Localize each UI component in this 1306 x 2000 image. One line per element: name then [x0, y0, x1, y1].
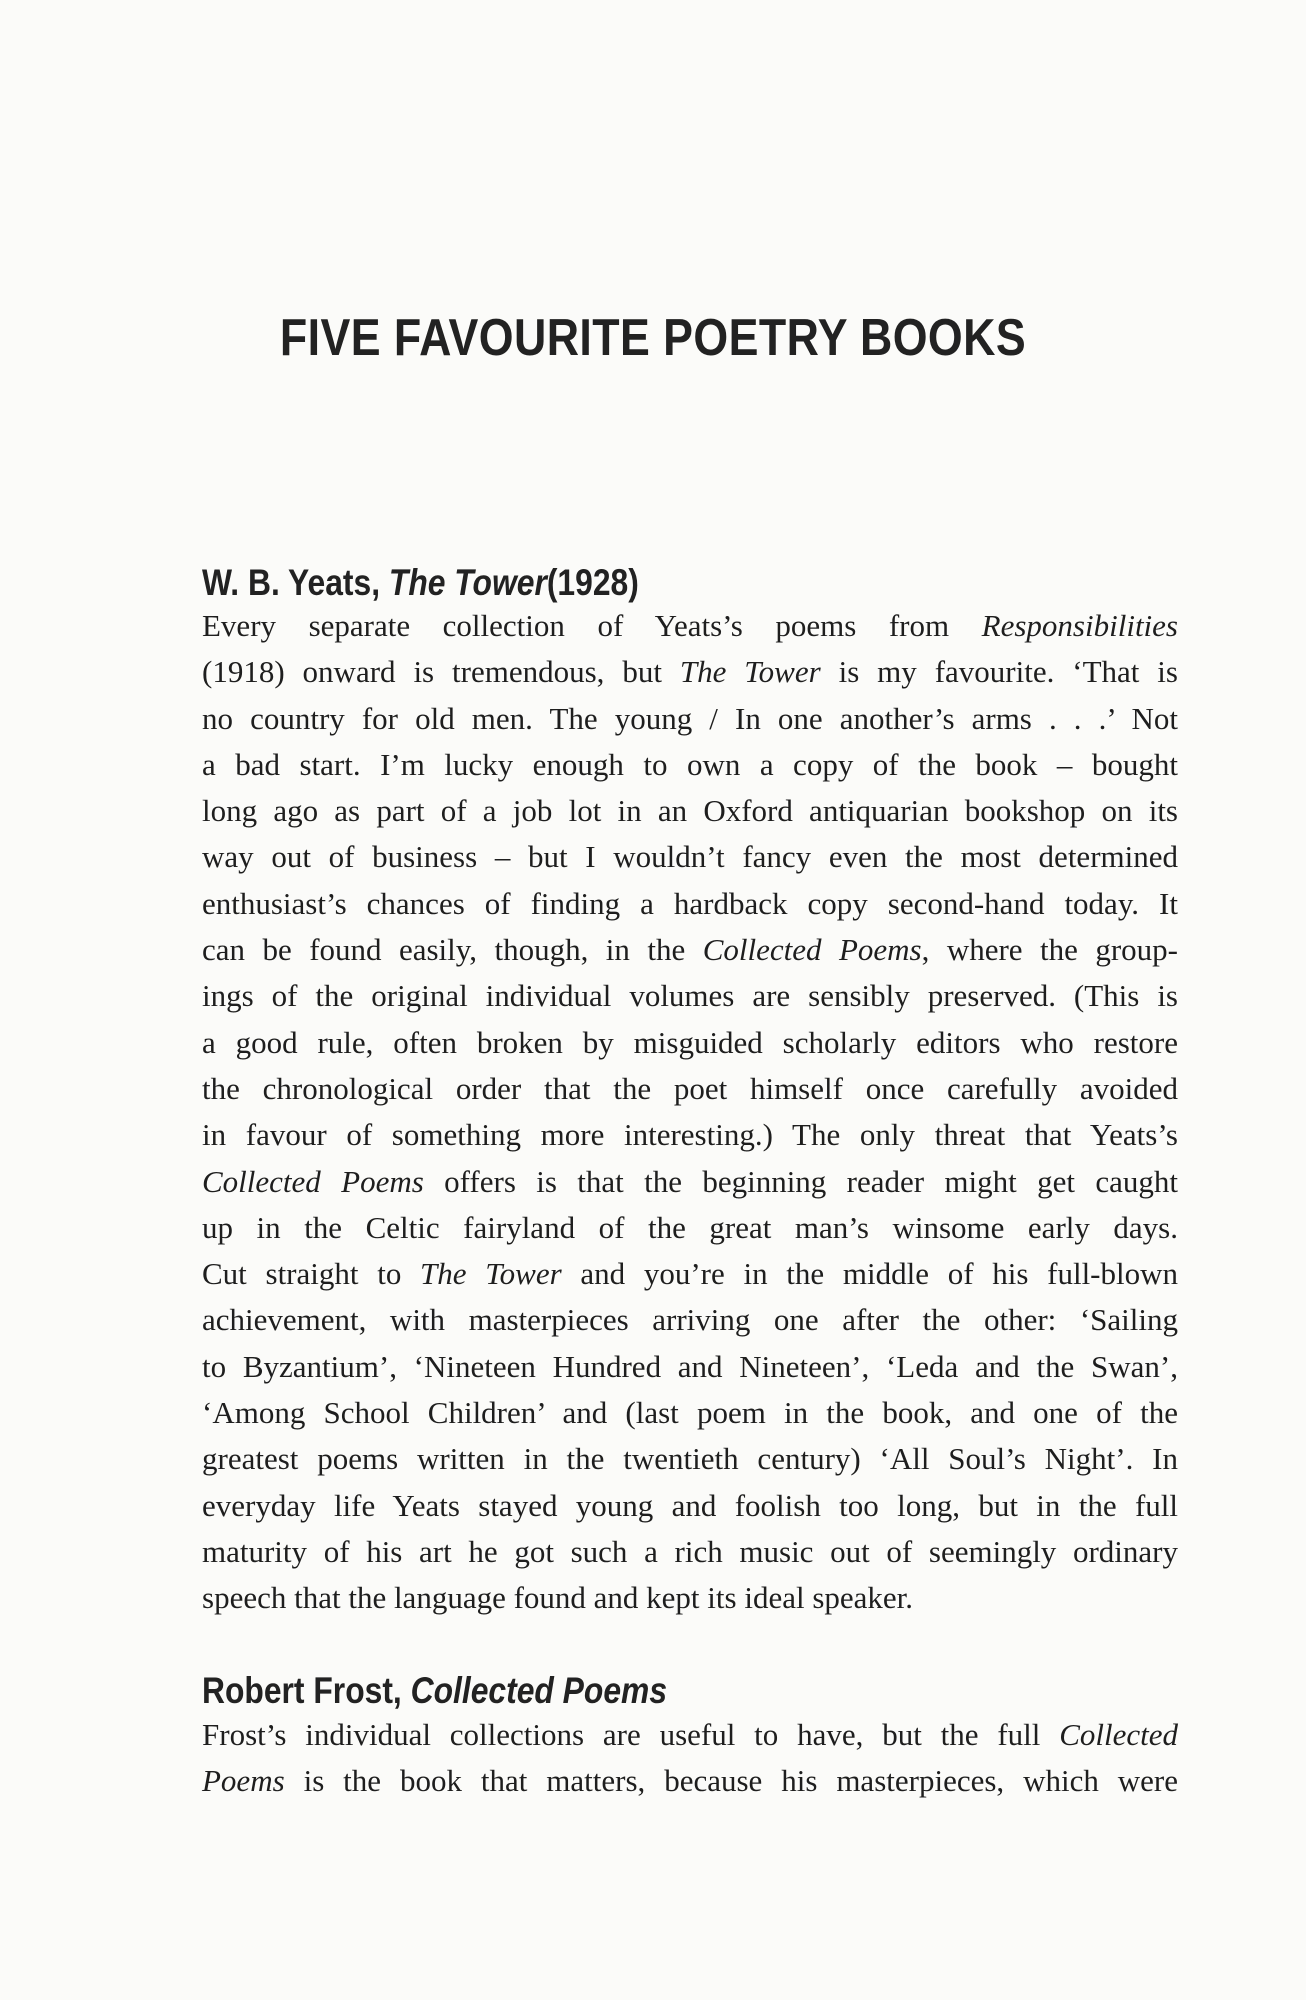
- italic-title: Collected: [1059, 1717, 1178, 1752]
- italic-title: The Tower: [420, 1256, 562, 1292]
- text-line: Cut straight to The Tower and you’re in the middle of his full-blown: [202, 1256, 1179, 1292]
- text-line: way out of business – but I wouldn’t fancy even the most determined: [202, 839, 1178, 875]
- text-line: Every separate collection of Yeats’s poems from Responsibilities: [202, 608, 1178, 643]
- text-line: ‘Among School Children’ and (last poem in the book, and one of the: [202, 1395, 1178, 1431]
- entry-heading-frost: [202, 1670, 667, 1712]
- text-line: can be found easily, though, in the Collected Poems, where the group-: [202, 932, 1178, 968]
- text-line: a good rule, often broken by misguided scholarly editors who restore: [202, 1024, 1178, 1060]
- entry-body-yeats: [202, 603, 1178, 1622]
- text-line: maturity of his art he got such a rich music out of seemingly ordinary: [202, 1533, 1178, 1569]
- text-line: (1918) onward is tremendous, but The Tower is my favourite. ‘That is: [202, 654, 1178, 690]
- text-line: up in the Celtic fairyland of the great man’s winsome early days.: [202, 1209, 1178, 1245]
- entry-body-frost: [202, 1712, 1178, 1805]
- text-line: greatest poems written in the twentieth century) ‘All Soul’s Night’. In: [202, 1441, 1178, 1477]
- text-line: achievement, with masterpieces arriving one after the other: ‘Sailing: [202, 1302, 1178, 1338]
- text-line: Frost’s individual collections are useful to have, but the full Collected: [202, 1717, 1178, 1752]
- entry-heading-yeats: [202, 562, 639, 604]
- italic-title: Responsibilities: [981, 608, 1178, 643]
- italic-title: Poems: [202, 1763, 285, 1799]
- italic-title: The Tower: [679, 654, 821, 690]
- italic-title: Collected Poems: [202, 1163, 424, 1199]
- text-line: long ago as part of a job lot in an Oxford antiquarian bookshop on its: [202, 793, 1178, 829]
- entry-author: W. B. Yeats,: [202, 562, 381, 603]
- entry-book-title: Collected Poems: [410, 1670, 668, 1711]
- text-line: speech that the language found and kept its ideal speaker.: [202, 1580, 914, 1616]
- entry-year: (1928): [546, 562, 639, 603]
- text-line: in favour of something more interesting.) The only threat that Yeats’s: [202, 1117, 1178, 1153]
- entry-author: Robert Frost,: [202, 1670, 402, 1711]
- text-line: everyday life Yeats stayed young and foolish too long, but in the full: [202, 1487, 1178, 1523]
- text-line: no country for old men. The young / In one another’s arms . . .’ Not: [202, 700, 1178, 736]
- text-line: the chronological order that the poet himself once carefully avoided: [202, 1070, 1178, 1106]
- italic-title: Collected Poems: [702, 932, 922, 968]
- entry-book-title: The Tower: [388, 562, 547, 603]
- text-line: Collected Poems offers is that the beginning reader might get caught: [202, 1163, 1178, 1199]
- page-title: FIVE FAVOURITE POETRY BOOKS: [279, 309, 1027, 367]
- text-line: a bad start. I’m lucky enough to own a copy of the book – bought: [202, 746, 1178, 782]
- text-line: Poems is the book that matters, because his masterpieces, which were: [202, 1763, 1178, 1799]
- text-line: ings of the original individual volumes are sensibly preserved. (This is: [202, 978, 1178, 1014]
- text-line: to Byzantium’, ‘Nineteen Hundred and Nineteen’, ‘Leda and the Swan’,: [202, 1348, 1178, 1384]
- text-line: enthusiast’s chances of finding a hardback copy second-hand today. It: [202, 885, 1178, 921]
